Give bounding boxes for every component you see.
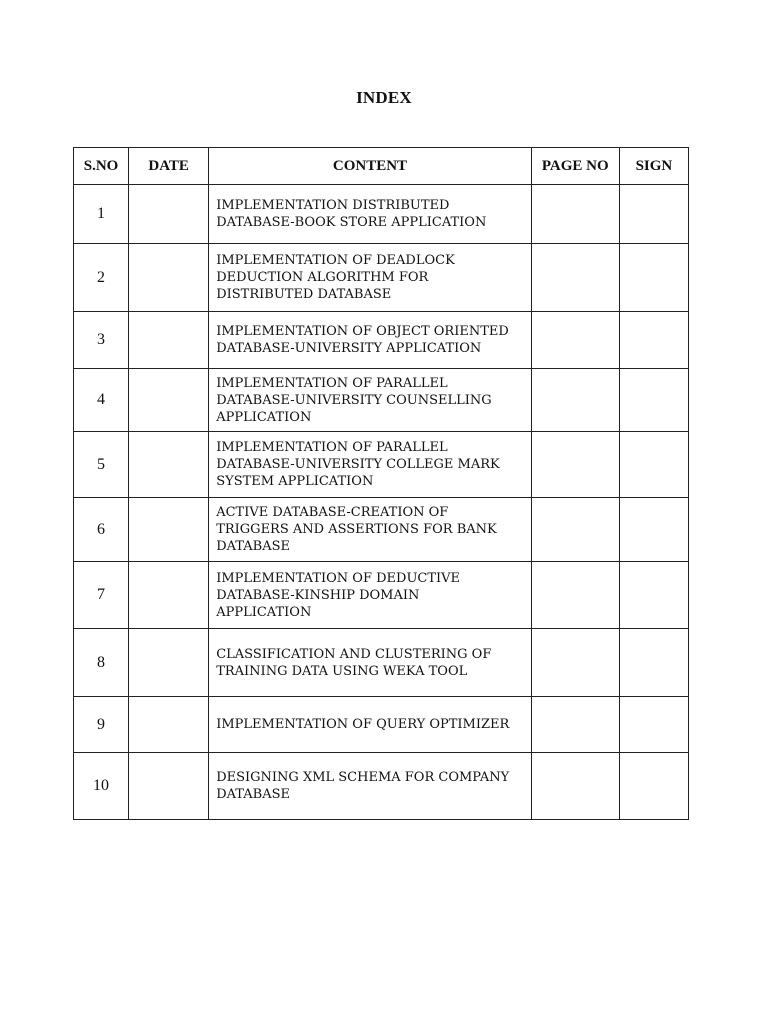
row-sno: 9 <box>74 697 129 753</box>
row-sign <box>619 244 688 312</box>
row-sno: 8 <box>74 629 129 697</box>
row-date <box>129 697 209 753</box>
row-sign <box>619 185 688 244</box>
table-row <box>74 432 689 498</box>
row-sign <box>619 432 688 498</box>
row-sno: 1 <box>74 185 129 244</box>
row-page-no <box>531 244 619 312</box>
row-sno: 10 <box>74 753 129 820</box>
row-sno: 3 <box>74 312 129 369</box>
table-row <box>74 753 689 820</box>
page-title: INDEX <box>356 88 412 107</box>
table-row <box>74 498 689 562</box>
header-content: CONTENT <box>209 148 532 185</box>
row-page-no <box>531 629 619 697</box>
row-sno: 5 <box>74 432 129 498</box>
row-content: IMPLEMENTATION OF OBJECT ORIENTED DATABASE-UNIVERSITY APPLICATION <box>209 312 532 369</box>
row-date <box>129 244 209 312</box>
row-sign <box>619 629 688 697</box>
row-sign <box>619 312 688 369</box>
table-row <box>74 369 689 432</box>
row-date <box>129 629 209 697</box>
row-content: IMPLEMENTATION OF PARALLEL DATABASE-UNIVERSITY COUNSELLING APPLICATION <box>209 369 532 432</box>
row-date <box>129 753 209 820</box>
row-content: IMPLEMENTATION OF QUERY OPTIMIZER <box>209 697 532 753</box>
row-sno: 2 <box>74 244 129 312</box>
row-content: IMPLEMENTATION OF PARALLEL DATABASE-UNIVERSITY COLLEGE MARK SYSTEM APPLICATION <box>209 432 532 498</box>
row-page-no <box>531 185 619 244</box>
row-date <box>129 498 209 562</box>
row-content: DESIGNING XML SCHEMA FOR COMPANY DATABASE <box>209 753 532 820</box>
row-sign <box>619 753 688 820</box>
table-row <box>74 697 689 753</box>
index-table <box>73 147 689 820</box>
table-row <box>74 185 689 244</box>
table-row <box>74 562 689 629</box>
row-sign <box>619 697 688 753</box>
row-date <box>129 312 209 369</box>
row-date <box>129 369 209 432</box>
row-page-no <box>531 369 619 432</box>
row-content: CLASSIFICATION AND CLUSTERING OF TRAINING DATA USING WEKA TOOL <box>209 629 532 697</box>
row-page-no <box>531 697 619 753</box>
header-sign: SIGN <box>619 148 688 185</box>
table-row <box>74 629 689 697</box>
row-sign <box>619 369 688 432</box>
row-content: ACTIVE DATABASE-CREATION OF TRIGGERS AND ASSERTIONS FOR BANK DATABASE <box>209 498 532 562</box>
row-page-no <box>531 753 619 820</box>
row-sno: 4 <box>74 369 129 432</box>
table-row <box>74 244 689 312</box>
table-row <box>74 312 689 369</box>
header-date: DATE <box>129 148 209 185</box>
row-date <box>129 562 209 629</box>
row-page-no <box>531 498 619 562</box>
row-sno: 7 <box>74 562 129 629</box>
row-content: IMPLEMENTATION OF DEADLOCK DEDUCTION ALGORITHM FOR DISTRIBUTED DATABASE <box>209 244 532 312</box>
header-row <box>74 148 689 185</box>
row-sign <box>619 498 688 562</box>
row-content: IMPLEMENTATION OF DEDUCTIVE DATABASE-KINSHIP DOMAIN APPLICATION <box>209 562 532 629</box>
row-page-no <box>531 562 619 629</box>
row-date <box>129 432 209 498</box>
row-content: IMPLEMENTATION DISTRIBUTED DATABASE-BOOK STORE APPLICATION <box>209 185 532 244</box>
row-page-no <box>531 432 619 498</box>
row-sign <box>619 562 688 629</box>
row-page-no <box>531 312 619 369</box>
row-sno: 6 <box>74 498 129 562</box>
header-sno: S.NO <box>74 148 129 185</box>
header-page-no: PAGE NO <box>531 148 619 185</box>
row-date <box>129 185 209 244</box>
